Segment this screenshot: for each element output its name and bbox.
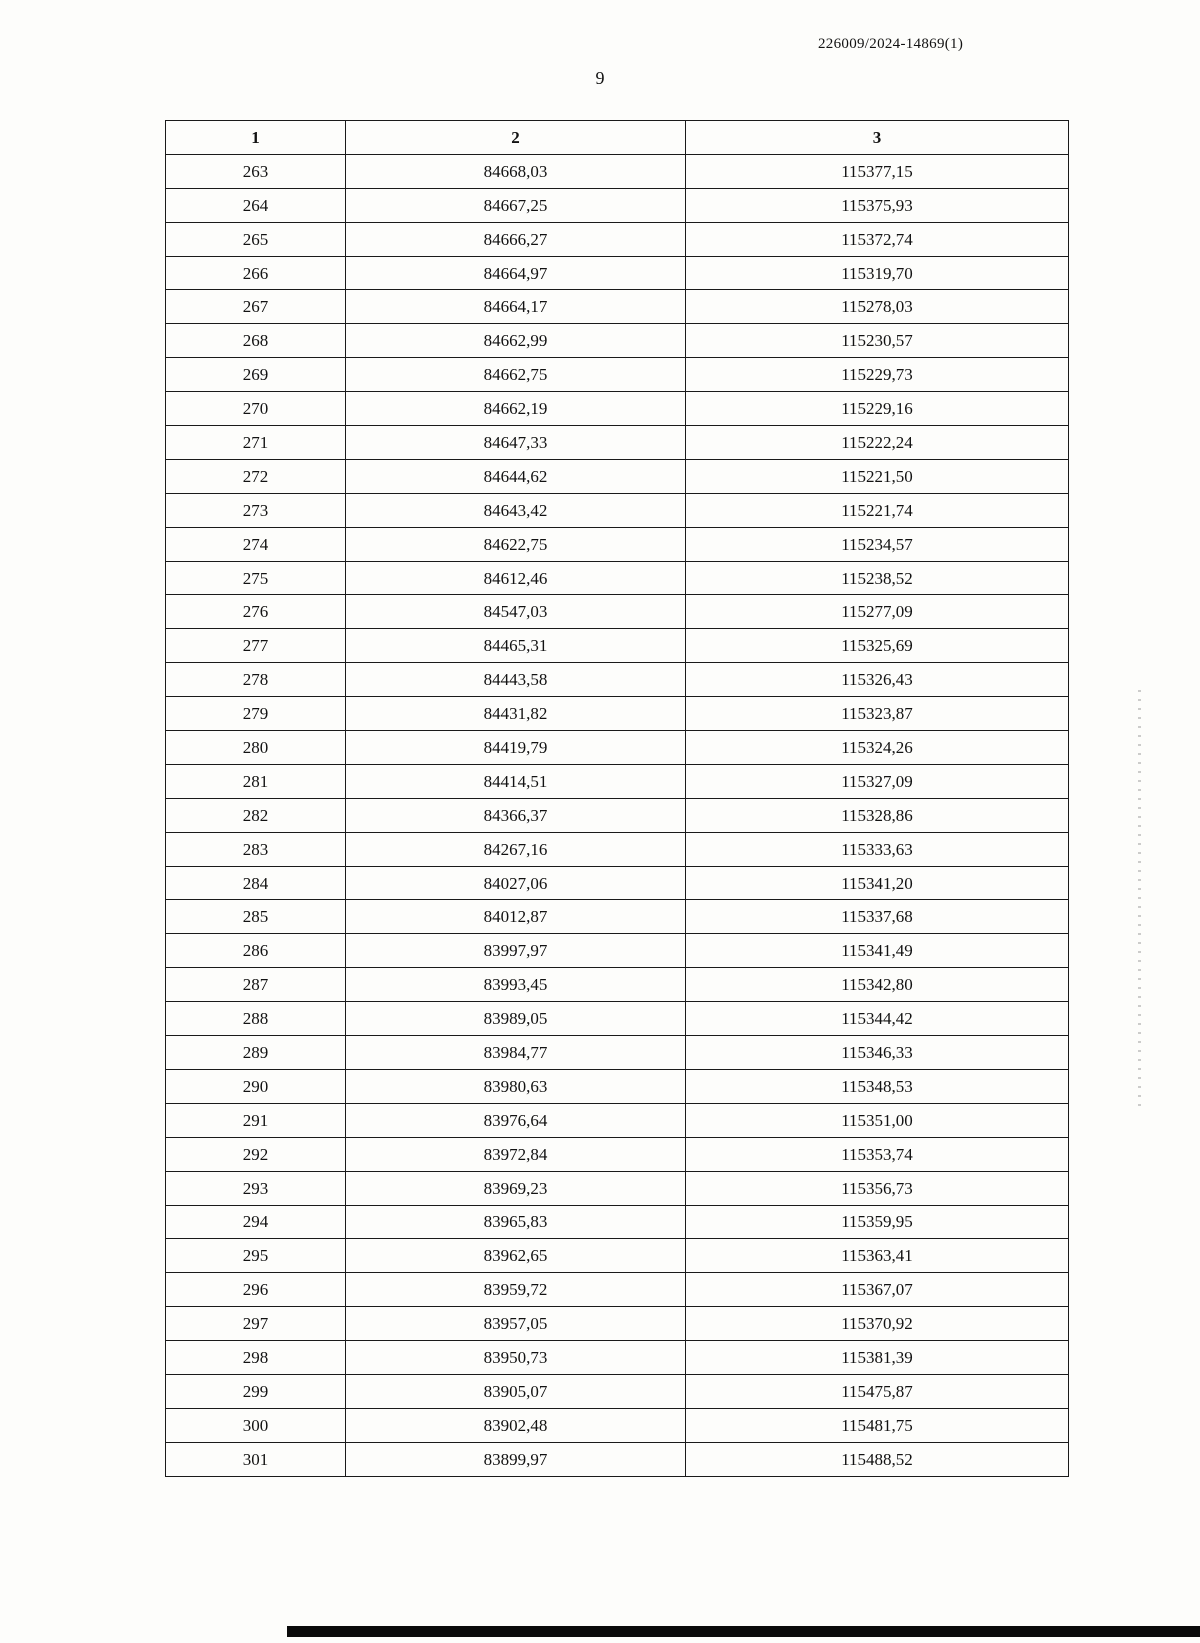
- table-cell: 115475,87: [686, 1374, 1069, 1408]
- table-cell: 84027,06: [346, 866, 686, 900]
- table-row: [166, 358, 1069, 392]
- column-header: 2: [346, 121, 686, 155]
- table-cell: 84662,19: [346, 392, 686, 426]
- column-header: 1: [166, 121, 346, 155]
- data-table: [165, 120, 1069, 1477]
- table-cell: 115325,69: [686, 629, 1069, 663]
- table-row: [166, 1171, 1069, 1205]
- table-row: [166, 1239, 1069, 1273]
- table-cell: 84547,03: [346, 595, 686, 629]
- table-row: [166, 527, 1069, 561]
- table-cell: 84644,62: [346, 459, 686, 493]
- table-row: [166, 1307, 1069, 1341]
- table-cell: 285: [166, 900, 346, 934]
- table-cell: 83993,45: [346, 968, 686, 1002]
- table-cell: 264: [166, 188, 346, 222]
- table-cell: 83899,97: [346, 1442, 686, 1476]
- table-cell: 83997,97: [346, 934, 686, 968]
- table-cell: 115328,86: [686, 798, 1069, 832]
- table-cell: 115341,20: [686, 866, 1069, 900]
- scan-margin-artifact: [1138, 690, 1141, 1110]
- table-cell: 84431,82: [346, 697, 686, 731]
- table-row: [166, 1408, 1069, 1442]
- table-cell: 289: [166, 1036, 346, 1070]
- table-cell: 272: [166, 459, 346, 493]
- table-cell: 115327,09: [686, 764, 1069, 798]
- table-cell: 293: [166, 1171, 346, 1205]
- table-cell: 115363,41: [686, 1239, 1069, 1273]
- table-cell: 84414,51: [346, 764, 686, 798]
- page-number: 9: [595, 68, 605, 88]
- table-cell: 83957,05: [346, 1307, 686, 1341]
- table-cell: 83962,65: [346, 1239, 686, 1273]
- table-row: [166, 595, 1069, 629]
- table-row: [166, 290, 1069, 324]
- table-cell: 115323,87: [686, 697, 1069, 731]
- table-cell: 83969,23: [346, 1171, 686, 1205]
- table-cell: 294: [166, 1205, 346, 1239]
- table-cell: 115348,53: [686, 1069, 1069, 1103]
- table-cell: 277: [166, 629, 346, 663]
- table-cell: 290: [166, 1069, 346, 1103]
- table-row: [166, 697, 1069, 731]
- table-cell: 295: [166, 1239, 346, 1273]
- table-cell: 83980,63: [346, 1069, 686, 1103]
- table-cell: 269: [166, 358, 346, 392]
- table-cell: 84612,46: [346, 561, 686, 595]
- table-row: [166, 900, 1069, 934]
- table-cell: 84465,31: [346, 629, 686, 663]
- table-cell: 284: [166, 866, 346, 900]
- table-cell: 115359,95: [686, 1205, 1069, 1239]
- table-cell: 296: [166, 1273, 346, 1307]
- table-cell: 271: [166, 426, 346, 460]
- table-cell: 83984,77: [346, 1036, 686, 1070]
- table-row: [166, 426, 1069, 460]
- table-cell: 267: [166, 290, 346, 324]
- table-cell: 301: [166, 1442, 346, 1476]
- table-cell: 292: [166, 1137, 346, 1171]
- table-cell: 281: [166, 764, 346, 798]
- table-row: [166, 1036, 1069, 1070]
- table-cell: 115481,75: [686, 1408, 1069, 1442]
- table-row: [166, 1341, 1069, 1375]
- table-cell: 84443,58: [346, 663, 686, 697]
- table-cell: 115372,74: [686, 222, 1069, 256]
- table-cell: 84012,87: [346, 900, 686, 934]
- table-cell: 286: [166, 934, 346, 968]
- table-row: [166, 629, 1069, 663]
- scan-artifact-bar: [287, 1626, 1200, 1637]
- table-row: [166, 1442, 1069, 1476]
- table-row: [166, 561, 1069, 595]
- table-cell: 298: [166, 1341, 346, 1375]
- table-cell: 115221,50: [686, 459, 1069, 493]
- table-row: [166, 1273, 1069, 1307]
- table-cell: 115377,15: [686, 154, 1069, 188]
- table-row: [166, 1374, 1069, 1408]
- table-cell: 83976,64: [346, 1103, 686, 1137]
- table-cell: 287: [166, 968, 346, 1002]
- table-header-row: [166, 121, 1069, 155]
- table-row: [166, 222, 1069, 256]
- table-cell: 84419,79: [346, 731, 686, 765]
- table-cell: 84366,37: [346, 798, 686, 832]
- table-cell: 115351,00: [686, 1103, 1069, 1137]
- table-cell: 115344,42: [686, 1002, 1069, 1036]
- table-row: [166, 1103, 1069, 1137]
- table-row: [166, 798, 1069, 832]
- table-cell: 84666,27: [346, 222, 686, 256]
- table-cell: 265: [166, 222, 346, 256]
- table-cell: 115356,73: [686, 1171, 1069, 1205]
- table-row: [166, 968, 1069, 1002]
- table-row: [166, 731, 1069, 765]
- table-cell: 115326,43: [686, 663, 1069, 697]
- table-row: [166, 1137, 1069, 1171]
- table-cell: 115234,57: [686, 527, 1069, 561]
- table-cell: 115341,49: [686, 934, 1069, 968]
- table-cell: 263: [166, 154, 346, 188]
- table-row: [166, 493, 1069, 527]
- table-row: [166, 256, 1069, 290]
- table-cell: 115333,63: [686, 832, 1069, 866]
- table-cell: 115367,07: [686, 1273, 1069, 1307]
- table-cell: 299: [166, 1374, 346, 1408]
- table-cell: 115346,33: [686, 1036, 1069, 1070]
- table-cell: 84622,75: [346, 527, 686, 561]
- table-cell: 270: [166, 392, 346, 426]
- column-header: 3: [686, 121, 1069, 155]
- table-cell: 84664,17: [346, 290, 686, 324]
- table-cell: 84643,42: [346, 493, 686, 527]
- table-cell: 279: [166, 697, 346, 731]
- table-row: [166, 392, 1069, 426]
- table-cell: 83965,83: [346, 1205, 686, 1239]
- table-cell: 115337,68: [686, 900, 1069, 934]
- table-cell: 297: [166, 1307, 346, 1341]
- table-cell: 115375,93: [686, 188, 1069, 222]
- table-cell: 266: [166, 256, 346, 290]
- table-cell: 84664,97: [346, 256, 686, 290]
- table-cell: 115353,74: [686, 1137, 1069, 1171]
- table-cell: 115229,73: [686, 358, 1069, 392]
- table-row: [166, 154, 1069, 188]
- table-cell: 84662,99: [346, 324, 686, 358]
- table-cell: 84668,03: [346, 154, 686, 188]
- table-row: [166, 459, 1069, 493]
- table-cell: 115277,09: [686, 595, 1069, 629]
- table-cell: 282: [166, 798, 346, 832]
- table-cell: 115278,03: [686, 290, 1069, 324]
- table-cell: 115342,80: [686, 968, 1069, 1002]
- table-row: [166, 832, 1069, 866]
- table-cell: 83905,07: [346, 1374, 686, 1408]
- table-row: [166, 866, 1069, 900]
- table-cell: 115381,39: [686, 1341, 1069, 1375]
- table-cell: 278: [166, 663, 346, 697]
- table-row: [166, 1002, 1069, 1036]
- table-row: [166, 934, 1069, 968]
- table-cell: 115370,92: [686, 1307, 1069, 1341]
- table-cell: 288: [166, 1002, 346, 1036]
- table-cell: 280: [166, 731, 346, 765]
- table-row: [166, 324, 1069, 358]
- table-cell: 84662,75: [346, 358, 686, 392]
- table-cell: 115230,57: [686, 324, 1069, 358]
- table-cell: 83902,48: [346, 1408, 686, 1442]
- table-cell: 276: [166, 595, 346, 629]
- table-row: [166, 1205, 1069, 1239]
- table-cell: 115221,74: [686, 493, 1069, 527]
- table-cell: 115488,52: [686, 1442, 1069, 1476]
- table-cell: 283: [166, 832, 346, 866]
- table-row: [166, 663, 1069, 697]
- table-cell: 275: [166, 561, 346, 595]
- table-cell: 83989,05: [346, 1002, 686, 1036]
- table-cell: 115238,52: [686, 561, 1069, 595]
- table-cell: 115324,26: [686, 731, 1069, 765]
- table-cell: 83950,73: [346, 1341, 686, 1375]
- table-cell: 115222,24: [686, 426, 1069, 460]
- table-row: [166, 1069, 1069, 1103]
- table-cell: 115319,70: [686, 256, 1069, 290]
- table-row: [166, 764, 1069, 798]
- table-cell: 84267,16: [346, 832, 686, 866]
- table-cell: 273: [166, 493, 346, 527]
- table-cell: 274: [166, 527, 346, 561]
- document-reference: 226009/2024-14869(1): [818, 36, 964, 52]
- table-cell: 83959,72: [346, 1273, 686, 1307]
- table-cell: 84647,33: [346, 426, 686, 460]
- table-cell: 83972,84: [346, 1137, 686, 1171]
- table-cell: 300: [166, 1408, 346, 1442]
- table-row: [166, 188, 1069, 222]
- table-cell: 268: [166, 324, 346, 358]
- table-cell: 115229,16: [686, 392, 1069, 426]
- table-cell: 84667,25: [346, 188, 686, 222]
- table-cell: 291: [166, 1103, 346, 1137]
